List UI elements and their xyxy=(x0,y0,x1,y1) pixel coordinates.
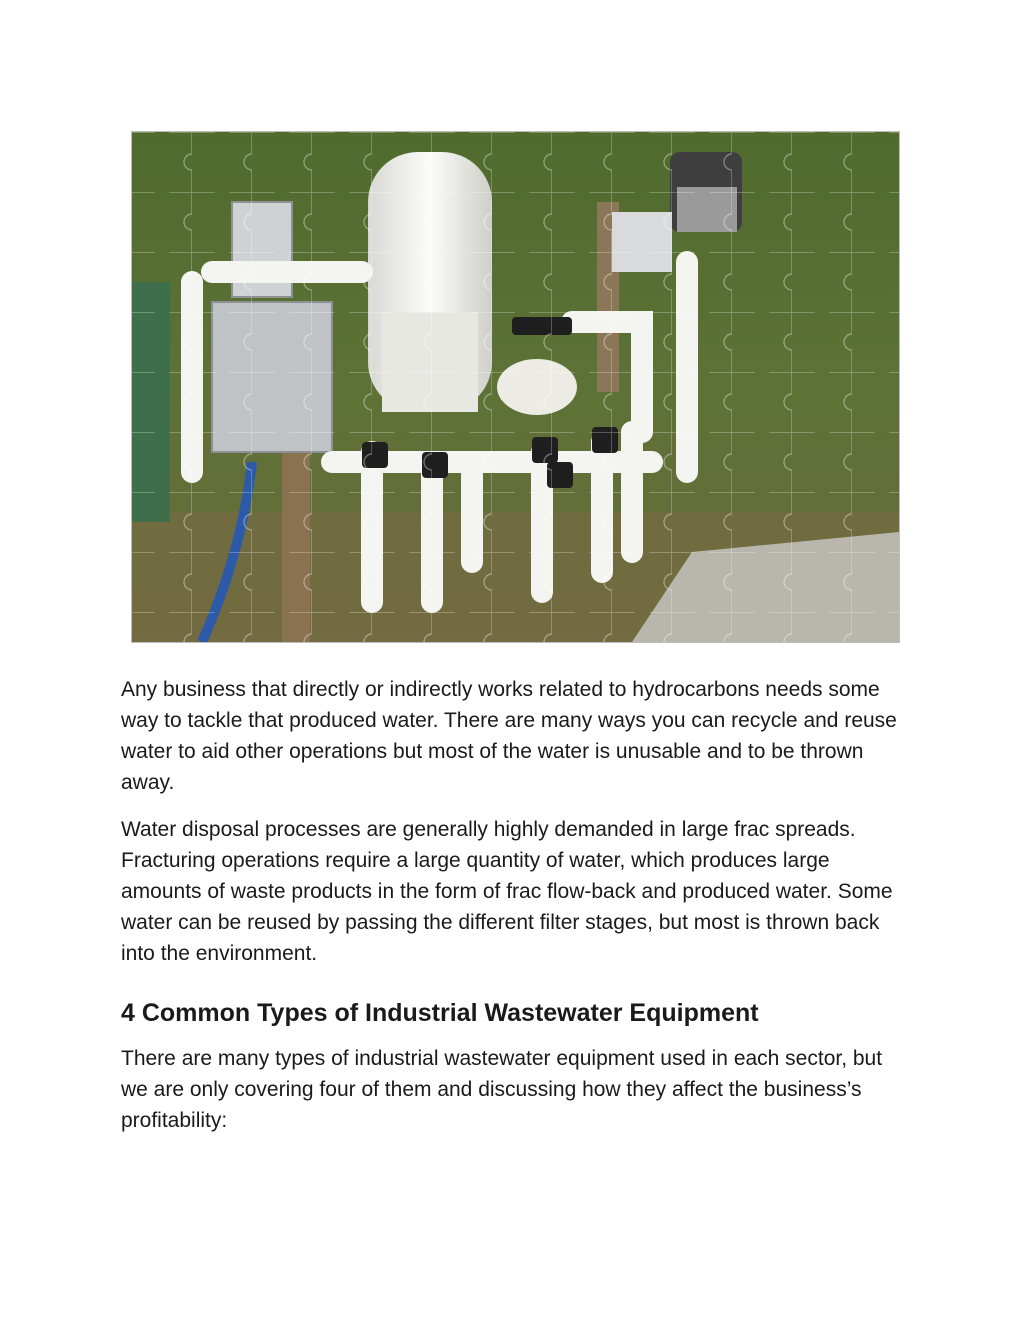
paragraph-water-disposal: Water disposal processes are generally highly demanded in large frac spreads. Fracturing operations require a large quantity of water, which produces large amounts of waste products in the form of frac flow-back and produced water. Some water can be reused by passing the different filter stages, but most is thrown back into the environment. xyxy=(121,818,893,965)
article-body xyxy=(121,674,911,1152)
wastewater-equipment-photo-icon xyxy=(132,132,899,642)
paragraph-types-intro: There are many types of industrial wastewater equipment used in each sector, but we are only covering four of them and discussing how they affect the business’s profitability: xyxy=(121,1047,883,1132)
equipment-photo xyxy=(131,131,900,643)
section-heading: 4 Common Types of Industrial Wastewater Equipment xyxy=(121,999,759,1027)
paragraph-intro: Any business that directly or indirectly works related to hydrocarbons needs some way to tackle that produced water. There are many ways you can recycle and reuse water to aid other operations but most of the water is unusable and to be thrown away. xyxy=(121,678,897,794)
